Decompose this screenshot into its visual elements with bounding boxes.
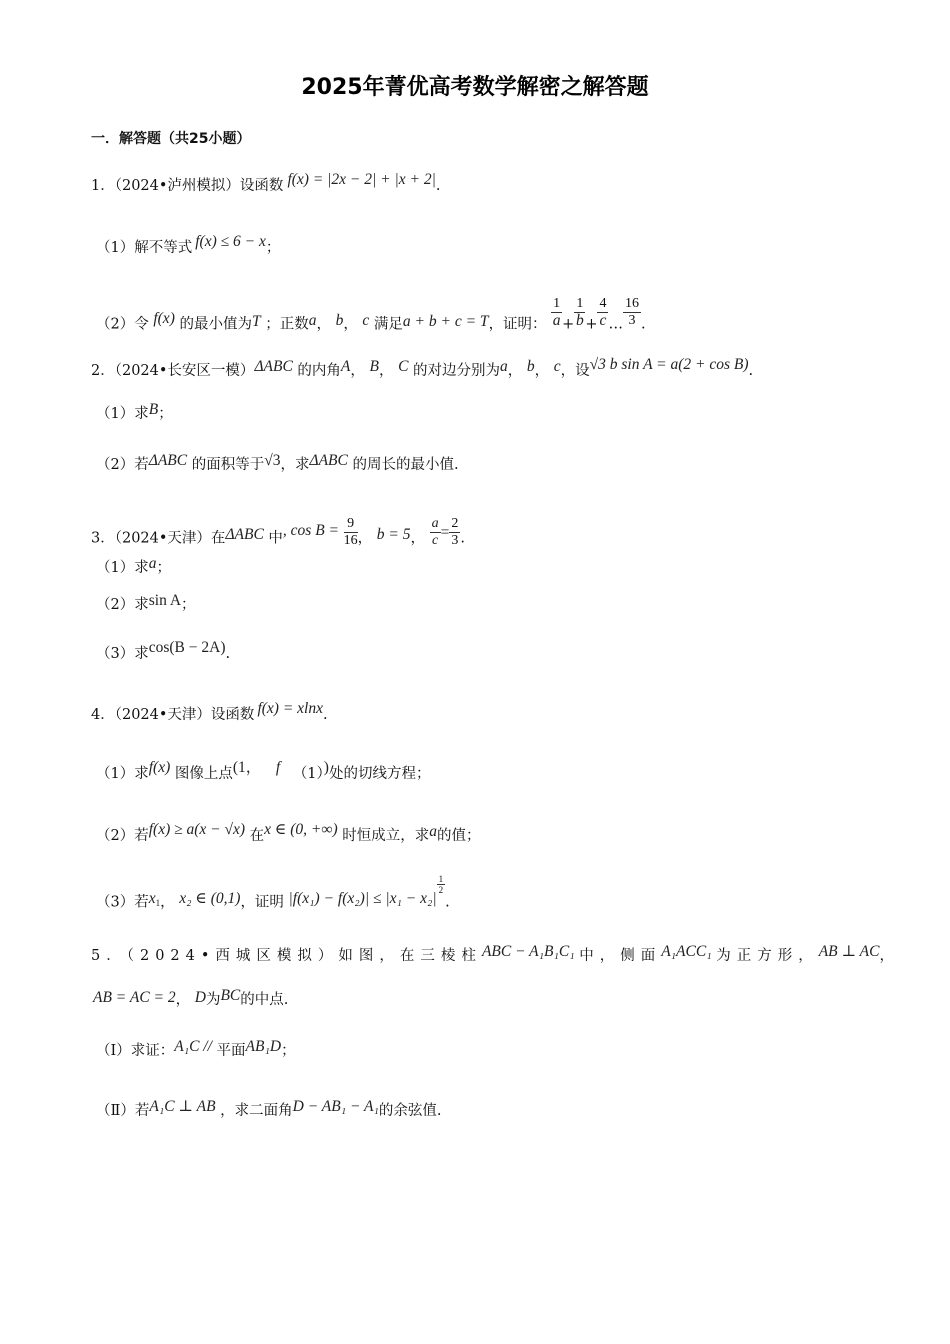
question-3-part-1: （1）求a；	[96, 555, 171, 576]
page-title: 2025年菁优高考数学解密之解答题	[301, 75, 649, 100]
question-2-part-2: （2）若ΔABC 的面积等于√3，求ΔABC 的周长的最小值.	[96, 452, 459, 473]
question-1-part-2: （2）令 f(x) 的最小值为T ；正数a， b， c 满足a + b + c = T，证明： $\frac{1}{a}$ + $\frac{1}{b}$ + $\frac{4}{c}$ … $\frac{16}{3}$ .	[96, 296, 646, 333]
question-3-part-2: （2）求sin A；	[96, 592, 196, 613]
question-2-part-1: （1）求B；	[96, 401, 173, 422]
question-5-head: 5．（2024•西城区模拟）如图，在三棱柱ABC − A₁B₁C₁ 中，侧面A₁ACC₁ 为正方形，AB ⊥ AC，	[91, 943, 894, 964]
question-1-head: 1．（2024•泸州模拟）设函数 f(x) = |2x − 2| + |x + 2|.	[91, 171, 441, 194]
question-5-part-2: （Ⅱ）若A₁C ⊥ AB ，求二面角D − AB₁ − A₁的余弦值.	[96, 1098, 442, 1119]
question-1-part-1: （1）解不等式 f(x) ≤ 6 − x；	[96, 233, 281, 256]
question-2-head: 2．（2024•长安区一模）ΔABC 的内角A， B， C 的对边分别为a， b， c，设√3 b sin A = a(2 + cos B).	[91, 356, 754, 379]
question-4-head: 4．（2024•天津）设函数 f(x) = xlnx.	[91, 700, 328, 723]
question-3-head: 3．（2024•天津）在ΔABC 中, cos B = $\frac{9}{16}$ ， b = 5， $\frac{a}{c}$ = $\frac{2}{3}$ .	[91, 516, 465, 548]
section-heading: 一．解答题（共25小题）	[91, 131, 251, 147]
question-4-part-3: （3）若$x_1$， x₂ ∈ (0,1)，证明 |f(x₁) − f(x₂)| ≤ |x₁ − x₂| $\frac{1}{2}$ .	[96, 874, 450, 911]
question-4-part-1: （1）求f(x) 图像上点(1， f （1）)处的切线方程；	[96, 759, 431, 782]
question-5-part-1: （Ⅰ）求证：A₁C // 平面AB₁D；	[96, 1038, 296, 1059]
question-5-line-2: AB = AC = 2， D为BC的中点.	[93, 987, 289, 1008]
question-3-part-3: （3）求cos(B − 2A).	[96, 639, 231, 662]
question-4-part-2: （2）若f(x) ≥ a(x − √x) 在x ∈ (0, +∞) 时恒成立，求a的值；	[96, 821, 481, 844]
